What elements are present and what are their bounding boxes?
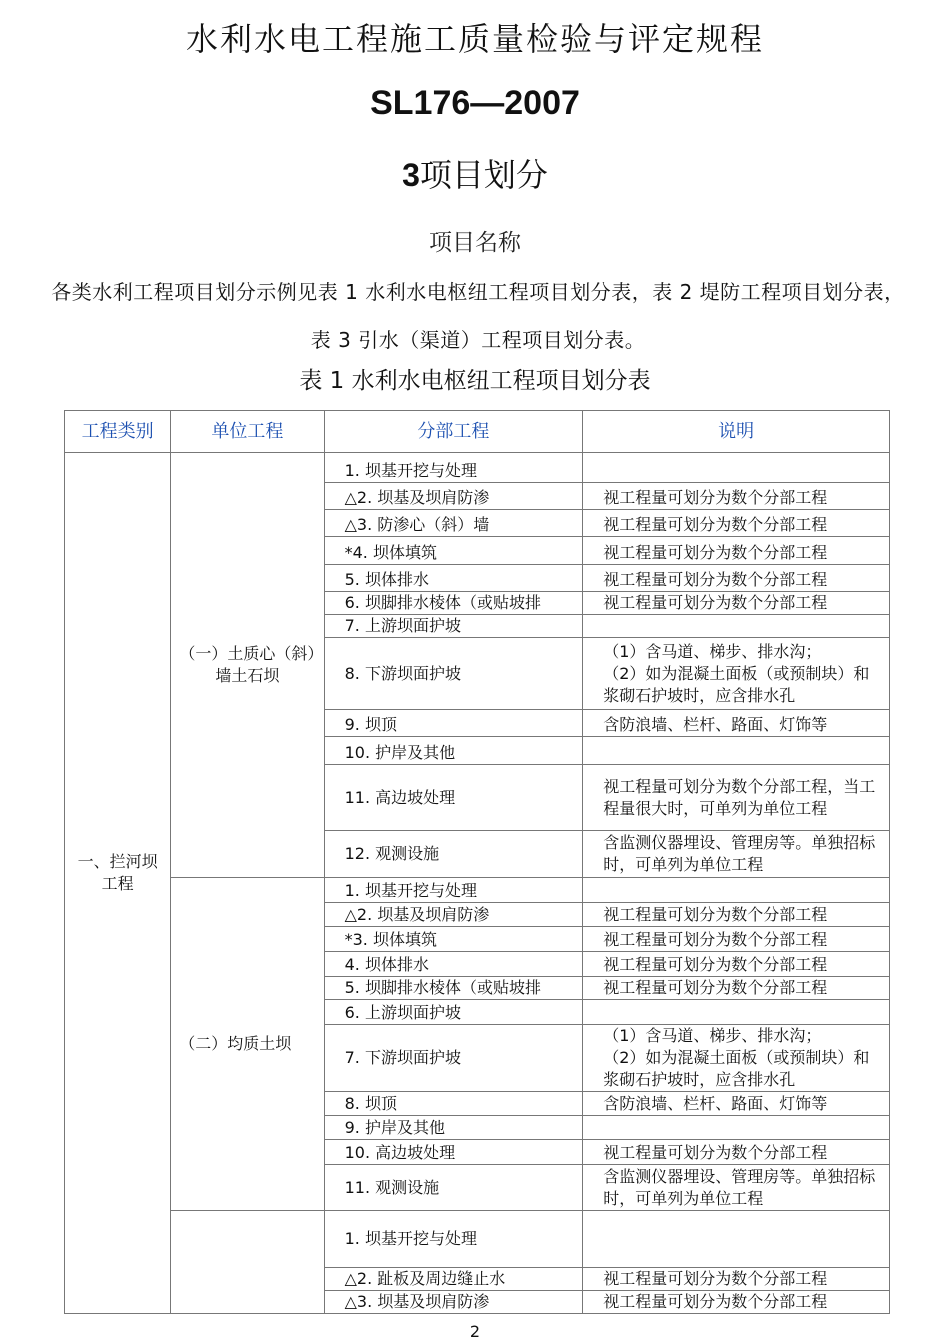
note-cell: 视工程量可划分为数个分部工程 bbox=[583, 903, 890, 927]
note-cell bbox=[583, 1211, 890, 1268]
part-cell: 12. 观测设施 bbox=[324, 831, 583, 878]
note-cell: （1）含马道、梯步、排水沟； （2）如为混凝土面板（或预制块）和浆砌石护坡时，应含排水孔 bbox=[583, 1025, 890, 1092]
note-cell: 含防浪墙、栏杆、路面、灯饰等 bbox=[583, 1092, 890, 1116]
note-cell: 视工程量可划分为数个分部工程 bbox=[583, 565, 890, 592]
section-title: 项目划分 bbox=[419, 156, 548, 194]
unit-cell bbox=[171, 1211, 324, 1314]
part-cell: 5. 坝脚排水棱体（或贴坡排 bbox=[324, 977, 583, 1000]
part-cell: △2. 坝基及坝肩防渗 bbox=[324, 483, 583, 510]
table-row bbox=[65, 1211, 890, 1268]
note-cell bbox=[583, 453, 890, 483]
header-unit: 单位工程 bbox=[171, 411, 324, 453]
note-cell bbox=[583, 615, 890, 638]
note-cell: 视工程量可划分为数个分部工程 bbox=[583, 1140, 890, 1165]
header-note: 说明 bbox=[583, 411, 890, 453]
part-cell: 10. 高边坡处理 bbox=[324, 1140, 583, 1165]
note-cell: 视工程量可划分为数个分部工程 bbox=[583, 510, 890, 537]
intro-paragraph: 各类水利工程项目划分示例见表 1 水利水电枢纽工程项目划分表，表 2 堤防工程项目划分表，表 3 引水（渠道）工程项目划分表。 bbox=[51, 280, 905, 352]
note-cell: 视工程量可划分为数个分部工程，当工程量很大时，可单列为单位工程 bbox=[583, 765, 890, 831]
part-cell: 5. 坝体排水 bbox=[324, 565, 583, 592]
part-cell: 7. 上游坝面护坡 bbox=[324, 615, 583, 638]
note-cell: 视工程量可划分为数个分部工程 bbox=[583, 537, 890, 565]
project-division-table bbox=[64, 410, 890, 1314]
note-cell bbox=[583, 1000, 890, 1025]
table-row bbox=[65, 453, 890, 483]
part-cell: △2. 趾板及周边缝止水 bbox=[324, 1268, 583, 1291]
table-row bbox=[65, 878, 890, 903]
note-cell: 视工程量可划分为数个分部工程 bbox=[583, 483, 890, 510]
unit-cell: （一）土质心（斜）墙土石坝 bbox=[171, 453, 324, 878]
note-cell: 视工程量可划分为数个分部工程 bbox=[583, 977, 890, 1000]
note-cell bbox=[583, 878, 890, 903]
part-cell: △3. 防渗心（斜）墙 bbox=[324, 510, 583, 537]
part-cell: 4. 坝体排水 bbox=[324, 952, 583, 977]
part-cell: *4. 坝体填筑 bbox=[324, 537, 583, 565]
note-cell: 视工程量可划分为数个分部工程 bbox=[583, 592, 890, 615]
table-header-row bbox=[65, 411, 890, 453]
header-category: 工程类别 bbox=[65, 411, 171, 453]
unit-cell: （二）均质土坝 bbox=[171, 878, 324, 1211]
note-cell: 视工程量可划分为数个分部工程 bbox=[583, 927, 890, 952]
part-cell: 10. 护岸及其他 bbox=[324, 737, 583, 765]
part-cell: 11. 高边坡处理 bbox=[324, 765, 583, 831]
part-cell: 9. 护岸及其他 bbox=[324, 1116, 583, 1140]
category-cell: 一、拦河坝工程 bbox=[65, 453, 171, 1314]
table-body bbox=[65, 453, 890, 1314]
note-cell: （1）含马道、梯步、排水沟； （2）如为混凝土面板（或预制块）和浆砌石护坡时，应含排水孔 bbox=[583, 638, 890, 710]
part-cell: △2. 坝基及坝肩防渗 bbox=[324, 903, 583, 927]
standard-code: SL176—2007 bbox=[370, 84, 580, 122]
note-cell: 视工程量可划分为数个分部工程 bbox=[583, 1291, 890, 1314]
section-heading bbox=[0, 150, 950, 196]
table-title: 表 1 水利水电枢纽工程项目划分表 bbox=[299, 368, 651, 394]
note-cell: 含监测仪器埋设、管理房等。单独招标时，可单列为单位工程 bbox=[583, 831, 890, 878]
page-number: 2 bbox=[469, 1322, 481, 1341]
part-cell: 6. 上游坝面护坡 bbox=[324, 1000, 583, 1025]
header-part: 分部工程 bbox=[324, 411, 583, 453]
part-cell: *3. 坝体填筑 bbox=[324, 927, 583, 952]
section-number: 3 bbox=[402, 157, 420, 193]
document-title: 水利水电工程施工质量检验与评定规程 bbox=[185, 20, 764, 58]
note-cell: 视工程量可划分为数个分部工程 bbox=[583, 952, 890, 977]
part-cell: 6. 坝脚排水棱体（或贴坡排 bbox=[324, 592, 583, 615]
part-cell: 9. 坝顶 bbox=[324, 710, 583, 737]
part-cell: 8. 下游坝面护坡 bbox=[324, 638, 583, 710]
part-cell: 1. 坝基开挖与处理 bbox=[324, 878, 583, 903]
part-cell: △3. 坝基及坝肩防渗 bbox=[324, 1291, 583, 1314]
note-cell: 含监测仪器埋设、管理房等。单独招标时，可单列为单位工程 bbox=[583, 1165, 890, 1211]
part-cell: 11. 观测设施 bbox=[324, 1165, 583, 1211]
note-cell bbox=[583, 737, 890, 765]
part-cell: 1. 坝基开挖与处理 bbox=[324, 1211, 583, 1268]
note-cell bbox=[583, 1116, 890, 1140]
note-cell: 视工程量可划分为数个分部工程 bbox=[583, 1268, 890, 1291]
part-cell: 1. 坝基开挖与处理 bbox=[324, 453, 583, 483]
part-cell: 8. 坝顶 bbox=[324, 1092, 583, 1116]
note-cell: 含防浪墙、栏杆、路面、灯饰等 bbox=[583, 710, 890, 737]
part-cell: 7. 下游坝面护坡 bbox=[324, 1025, 583, 1092]
subsection-heading: 项目名称 bbox=[429, 230, 521, 256]
